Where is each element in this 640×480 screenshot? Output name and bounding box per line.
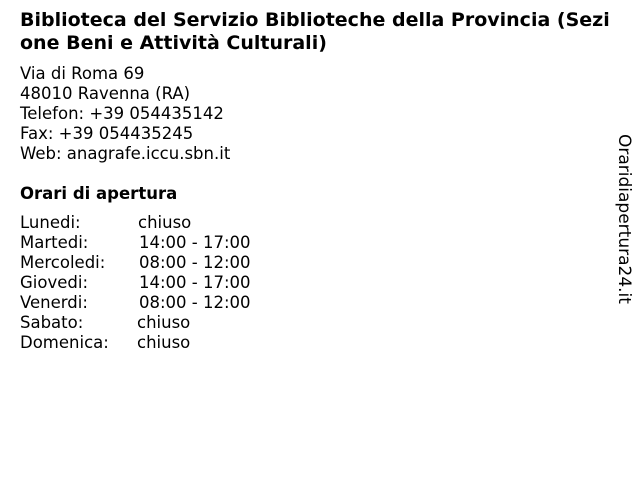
hours-time: 08:00 - 12:00 bbox=[139, 253, 251, 272]
hours-time: 14:00 - 17:00 bbox=[139, 273, 251, 292]
hours-day: Lunedi: bbox=[20, 213, 81, 232]
hours-day: Mercoledi: bbox=[20, 253, 106, 272]
page-title: Biblioteca del Servizio Biblioteche della Provincia (Sezione Beni e Attività Culturali) bbox=[20, 9, 610, 54]
hours-day: Sabato: bbox=[20, 313, 84, 332]
hours-day: Domenica: bbox=[20, 333, 109, 352]
address-city: 48010 Ravenna (RA) bbox=[20, 84, 191, 103]
hours-day: Martedi: bbox=[20, 233, 89, 252]
site-watermark-text: Oraridiapertura24.it bbox=[614, 134, 634, 304]
hours-time: 14:00 - 17:00 bbox=[139, 233, 251, 252]
address-street: Via di Roma 69 bbox=[20, 64, 145, 83]
hours-time: 08:00 - 12:00 bbox=[139, 293, 251, 312]
site-watermark bbox=[613, 134, 635, 310]
hours-time: chiuso bbox=[137, 313, 191, 332]
hours-day: Venerdi: bbox=[20, 293, 88, 312]
address-fax: Fax: +39 054435245 bbox=[20, 124, 194, 143]
hours-time: chiuso bbox=[138, 213, 192, 232]
opening-hours-heading: Orari di apertura bbox=[20, 184, 178, 203]
address-block bbox=[20, 64, 230, 164]
hours-time: chiuso bbox=[137, 333, 191, 352]
hours-day: Giovedi: bbox=[20, 273, 88, 292]
address-phone: Telefon: +39 054435142 bbox=[20, 104, 224, 123]
address-web: Web: anagrafe.iccu.sbn.it bbox=[20, 144, 231, 163]
